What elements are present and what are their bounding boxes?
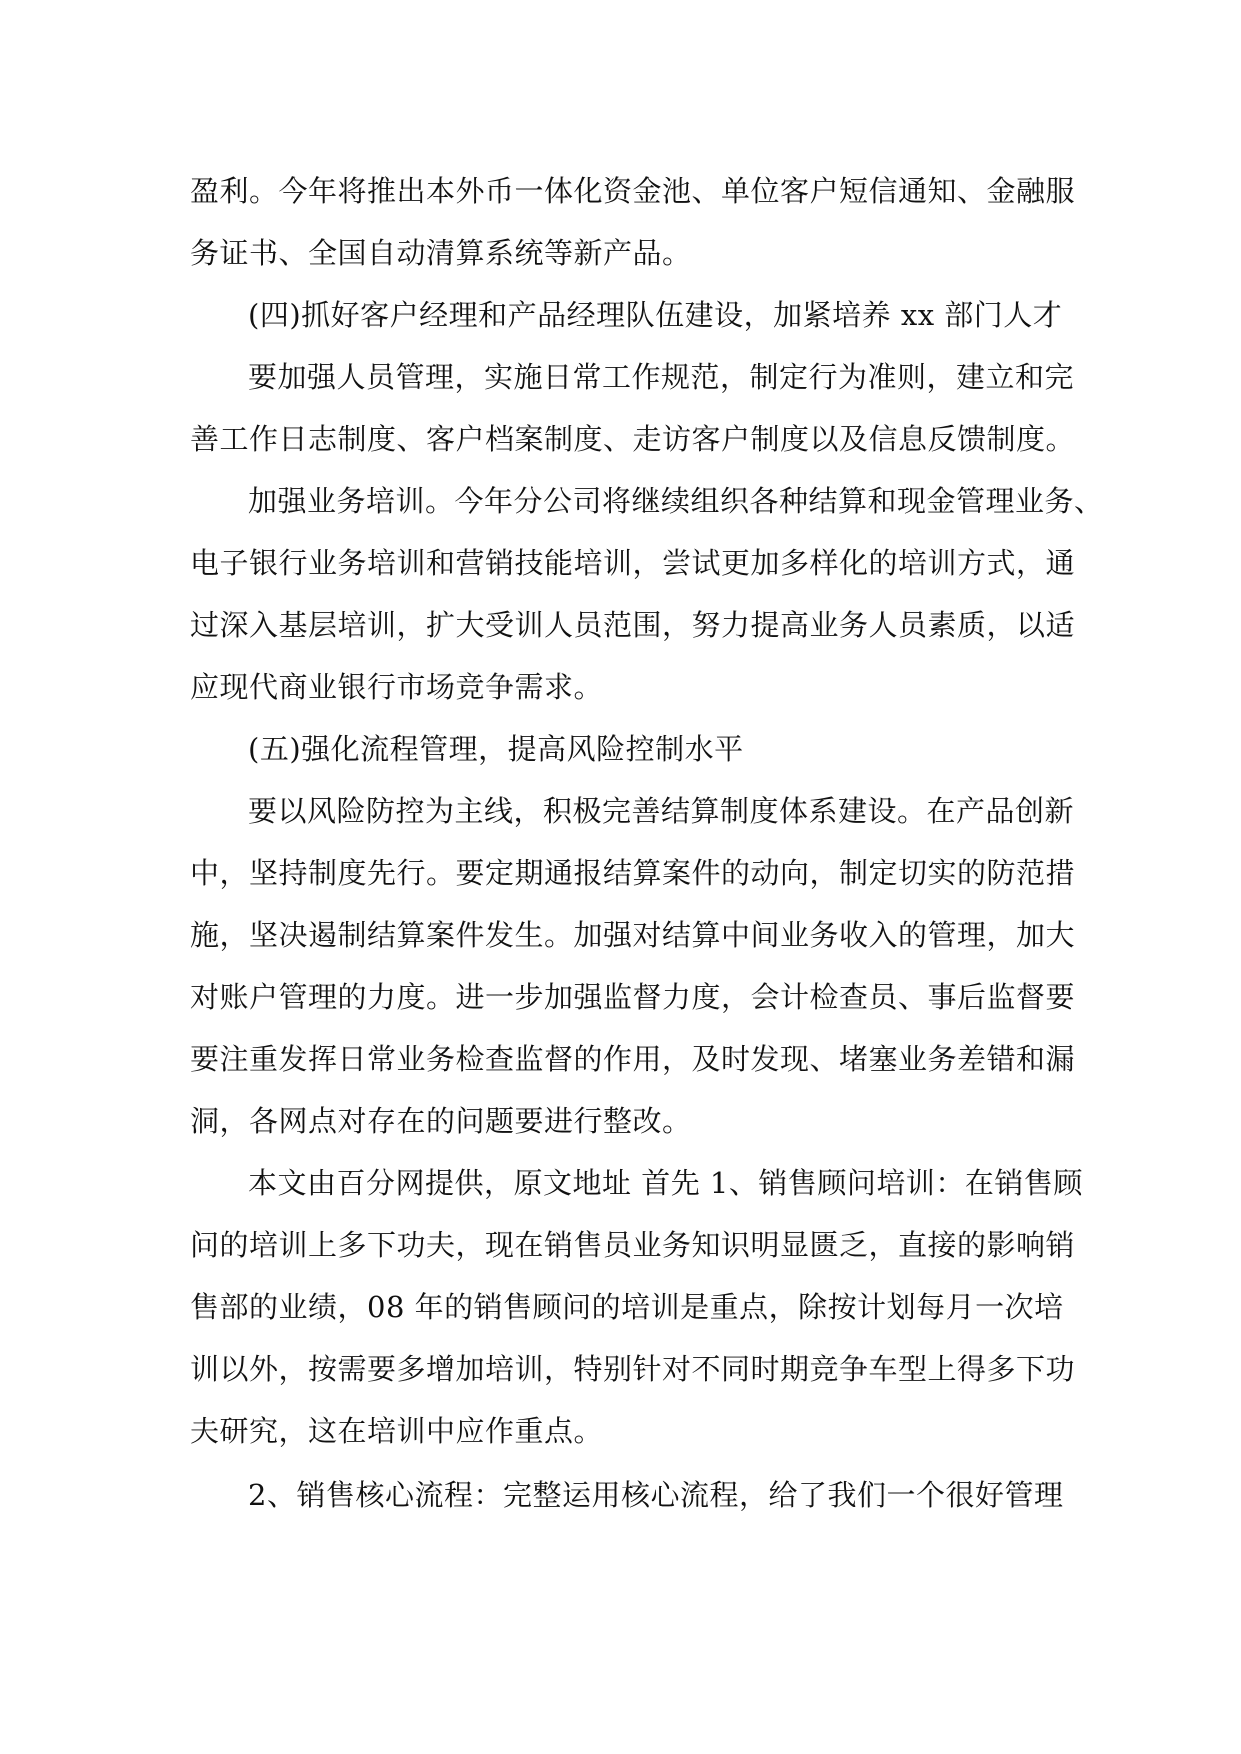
paragraph-line: 善工作日志制度、客户档案制度、走访客户制度以及信息反馈制度。	[190, 422, 1076, 456]
paragraph-line: 洞，各网点对存在的问题要进行整改。	[190, 1104, 692, 1138]
paragraph-line: 售部的业绩，08 年的销售顾问的培训是重点，除按计划每月一次培	[190, 1290, 1064, 1324]
paragraph-line: 问的培训上多下功夫，现在销售员业务知识明显匮乏，直接的影响销	[190, 1228, 1076, 1262]
paragraph-line: 训以外，按需要多增加培训，特别针对不同时期竞争车型上得多下功	[190, 1352, 1076, 1386]
paragraph-line: 夫研究，这在培训中应作重点。	[190, 1414, 604, 1448]
paragraph-line: 应现代商业银行市场竞争需求。	[190, 670, 604, 704]
paragraph-line: 过深入基层培训，扩大受训人员范围，努力提高业务人员素质，以适	[190, 608, 1076, 642]
document-body	[190, 160, 1104, 1526]
paragraph-line: 对账户管理的力度。进一步加强监督力度，会计检查员、事后监督要	[190, 980, 1076, 1014]
paragraph-line: 2、销售核心流程：完整运用核心流程，给了我们一个很好管理	[248, 1478, 1064, 1512]
paragraph-line: 要注重发挥日常业务检查监督的作用，及时发现、堵塞业务差错和漏	[190, 1042, 1076, 1076]
paragraph-line: 盈利。今年将推出本外币一体化资金池、单位客户短信通知、金融服	[190, 174, 1076, 208]
paragraph-line: 加强业务培训。今年分公司将继续组织各种结算和现金管理业务、	[248, 484, 1104, 518]
section-heading-4: (四)抓好客户经理和产品经理队伍建设，加紧培养 xx 部门人才	[248, 298, 1063, 332]
paragraph-line: 施，坚决遏制结算案件发生。加强对结算中间业务收入的管理，加大	[190, 918, 1076, 952]
paragraph-line: 要加强人员管理，实施日常工作规范，制定行为准则，建立和完	[248, 360, 1075, 394]
paragraph-line: 本文由百分网提供，原文地址 首先 1、销售顾问培训：在销售顾	[248, 1166, 1083, 1200]
paragraph-line: 电子银行业务培训和营销技能培训，尝试更加多样化的培训方式，通	[190, 546, 1076, 580]
paragraph-line: 要以风险防控为主线，积极完善结算制度体系建设。在产品创新	[248, 794, 1075, 828]
paragraph-line: 务证书、全国自动清算系统等新产品。	[190, 236, 692, 270]
paragraph-line: 中，坚持制度先行。要定期通报结算案件的动向，制定切实的防范措	[190, 856, 1076, 890]
section-heading-5: (五)强化流程管理，提高风险控制水平	[248, 732, 744, 766]
